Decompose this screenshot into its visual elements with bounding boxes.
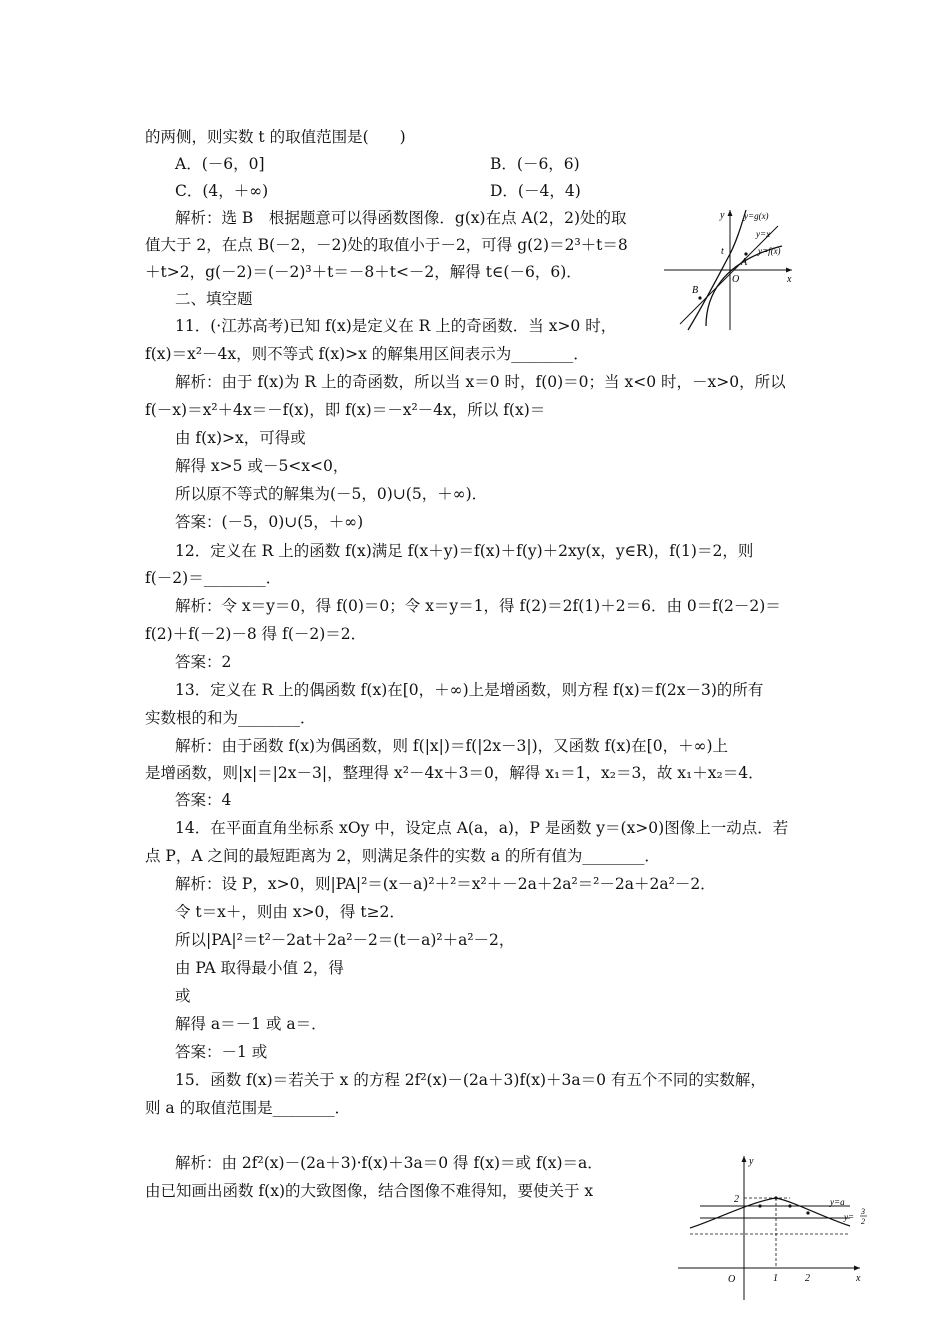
text-line: 由 f(x)>x，可得或 (175, 429, 306, 447)
text-line: 解析：选 B 根据题意可以得函数图像．g(x)在点 A(2，2)处的取 (175, 209, 627, 227)
x-axis-label: x (787, 274, 792, 285)
text-line: 所以原不等式的解集为(－5，0)∪(5，＋∞)． (175, 485, 488, 503)
answer-line: 答案：－1 或 (175, 1043, 268, 1061)
gx-label: y=g(x) (744, 211, 769, 221)
text-line: f(－2)＝________． (145, 569, 282, 587)
option-a: A．(－6，0] (175, 155, 265, 173)
text-line: 解得 a＝－1 或 a＝． (175, 1015, 327, 1033)
text-line: 令 t＝x＋，则由 x>0，得 t≥2． (175, 903, 405, 921)
text-line: 值大于 2，在点 B(－2，－2)处的取值小于－2，可得 g(2)＝2³＋t＝8 (145, 236, 628, 254)
text-line: 或 (175, 987, 191, 1005)
text-line: 解得 x>5 或－5<x<0， (175, 457, 349, 475)
x-axis-label: x (856, 1273, 861, 1284)
text-line: 由 PA 取得最小值 2，得 (175, 959, 344, 977)
point-b-label: B (692, 285, 699, 296)
text-line: 点 P，A 之间的最短距离为 2，则满足条件的实数 a 的所有值为________． (145, 847, 660, 865)
text-line: 由已知画出函数 f(x)的大致图像，结合图像不难得知，要使关于 x (145, 1182, 594, 1200)
answer-line: 答案：2 (175, 653, 232, 671)
y-axis-label: y (749, 1156, 754, 1167)
text-line: 解析：由于 f(x)为 R 上的奇函数，所以当 x＝0 时，f(0)＝0；当 x<0 时，－x>0，所以 (175, 373, 786, 391)
fraction-denominator: 2 (861, 1217, 865, 1226)
option-b: B．(－6，6) (490, 155, 580, 173)
tick-x-2: 2 (805, 1273, 810, 1284)
text-line: 所以|PA|²＝t²－2at＋2a²－2＝(t－a)²＋a²－2， (175, 931, 515, 949)
answer-line: 答案：(－5，0)∪(5，＋∞) (175, 513, 364, 531)
text-line: 解析：设 P，x>0，则|PA|²＝(x－a)²＋²＝x²＋－2a＋2a²＝²－2a＋2a²－2． (175, 875, 716, 893)
yx-label: y=x (756, 229, 771, 239)
origin-label: O (732, 274, 740, 285)
y-equals-three-halves-prefix: y= (844, 1212, 855, 1222)
function-graph-figure-1 (660, 202, 800, 334)
text-line: f(x)＝x²－4x，则不等式 f(x)>x 的解集用区间表示为________． (145, 345, 589, 363)
question-13: 13．定义在 R 上的偶函数 f(x)在[0，＋∞)上是增函数，则方程 f(x)＝f(2x－3)的所有 (175, 681, 764, 699)
question-15: 15．函数 f(x)＝若关于 x 的方程 2f²(x)－(2a＋3)f(x)＋3a＝0 有五个不同的实数解， (175, 1071, 766, 1089)
function-graph-figure-2 (670, 1150, 870, 1302)
text-line: 是增函数，则|x|＝|2x－3|，整理得 x²－4x＋3＝0，解得 x₁＝1，x₂＝3，故 x₁＋x₂＝4． (145, 764, 764, 782)
question-12: 12．定义在 R 上的函数 f(x)满足 f(x＋y)＝f(x)＋f(y)＋2xy(x，y∈R)，f(1)＝2，则 (175, 542, 754, 560)
option-c: C．(4，＋∞) (175, 182, 269, 200)
t-label: t (721, 246, 724, 257)
origin-label: O (728, 1274, 736, 1285)
answer-line: 答案：4 (175, 791, 232, 809)
section-heading: 二、填空题 (175, 290, 253, 308)
text-line: 解析：由 2f²(x)－(2a＋3)·f(x)＋3a＝0 得 f(x)＝或 f(x)＝a． (175, 1154, 603, 1172)
tick-x-1: 1 (773, 1273, 778, 1284)
text-line: 解析：令 x＝y＝0，得 f(0)＝0；令 x＝y＝1，得 f(2)＝2f(1)＋2＝6．由 0＝f(2－2)＝ (175, 597, 781, 615)
text-line: 实数根的和为________． (145, 709, 316, 727)
option-d: D．(－4，4) (490, 182, 581, 200)
text-line: 的两侧，则实数 t 的取值范围是( ) (145, 128, 406, 146)
fraction-numerator: 3 (861, 1207, 865, 1216)
text-line: f(－x)＝x²＋4x＝－f(x)，即 f(x)＝－x²－4x，所以 f(x)＝ (145, 401, 546, 419)
text-line: 则 a 的取值范围是________． (145, 1099, 351, 1117)
text-line: f(2)＋f(－2)－8 得 f(－2)＝2． (145, 625, 367, 643)
tick-y-2: 2 (734, 1194, 739, 1205)
y-axis-label: y (720, 210, 725, 221)
y-equals-a-label: y=a (830, 1197, 845, 1207)
text-line: 解析：由于函数 f(x)为偶函数，则 f(|x|)＝f(|2x－3|)，又函数 f(x)在[0，＋∞)上 (175, 737, 729, 755)
fx-label: y=f(x) (758, 246, 781, 256)
question-11: 11．(·江苏高考)已知 f(x)是定义在 R 上的奇函数．当 x>0 时， (175, 317, 617, 335)
question-14: 14．在平面直角坐标系 xOy 中，设定点 A(a，a)，P 是函数 y＝(x>0)图像上一动点．若 (175, 819, 789, 837)
point-a-label: A (741, 257, 748, 268)
text-line: ＋t>2，g(－2)＝(－2)³＋t＝－8＋t<－2，解得 t∈(－6，6)． (145, 263, 582, 281)
